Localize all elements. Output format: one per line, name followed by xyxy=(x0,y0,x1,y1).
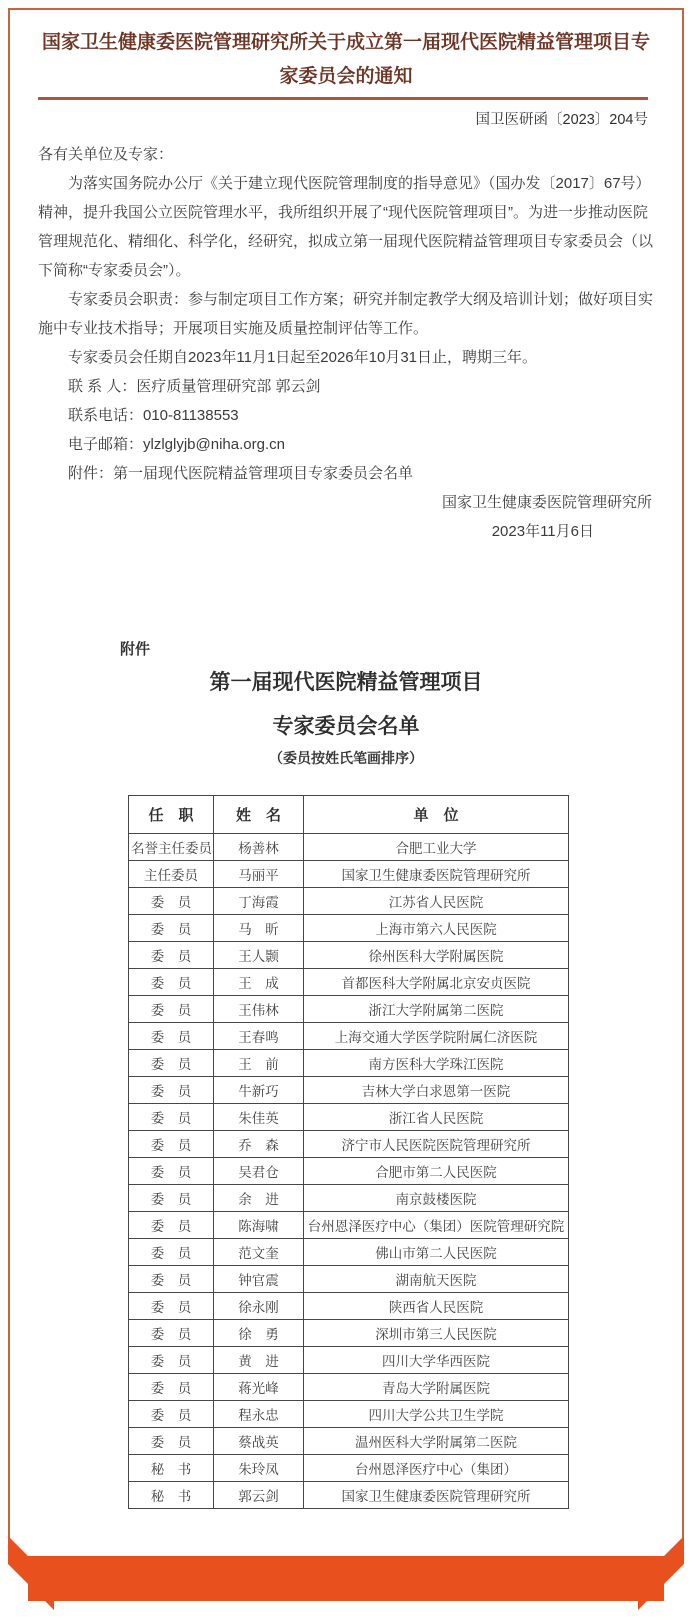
role-cell: 委 员 xyxy=(129,1293,214,1320)
header-cell-role: 任 职 xyxy=(129,796,214,834)
table-row xyxy=(129,1023,569,1050)
name-cell: 吴君仓 xyxy=(214,1158,304,1185)
table-row xyxy=(129,1374,569,1401)
org-cell: 台州恩泽医疗中心（集团） xyxy=(304,1455,569,1482)
org-cell: 南京鼓楼医院 xyxy=(304,1185,569,1212)
name-cell: 王人颢 xyxy=(214,942,304,969)
table-row xyxy=(129,996,569,1023)
role-cell: 委 员 xyxy=(129,1077,214,1104)
org-cell: 徐州医科大学附属医院 xyxy=(304,942,569,969)
role-cell: 委 员 xyxy=(129,1050,214,1077)
table-row xyxy=(129,1212,569,1239)
org-cell: 首都医科大学附属北京安贞医院 xyxy=(304,969,569,996)
table-row xyxy=(129,888,569,915)
name-cell: 朱玲凤 xyxy=(214,1455,304,1482)
name-cell: 徐永刚 xyxy=(214,1293,304,1320)
role-cell: 委 员 xyxy=(129,1374,214,1401)
role-cell: 委 员 xyxy=(129,1320,214,1347)
name-cell: 朱佳英 xyxy=(214,1104,304,1131)
contact-email-line: 电子邮箱：ylzlglyjb@niha.org.cn xyxy=(68,436,285,453)
title-divider xyxy=(38,97,648,100)
name-cell: 程永忠 xyxy=(214,1401,304,1428)
name-cell: 黄 进 xyxy=(214,1347,304,1374)
table-row xyxy=(129,1320,569,1347)
role-cell: 委 员 xyxy=(129,1185,214,1212)
role-cell: 名誉主任委员 xyxy=(129,834,214,861)
org-cell: 温州医科大学附属第二医院 xyxy=(304,1428,569,1455)
org-cell: 江苏省人民医院 xyxy=(304,888,569,915)
org-cell: 南方医科大学珠江医院 xyxy=(304,1050,569,1077)
table-row xyxy=(129,1482,569,1509)
attachment-title-line1: 第一届现代医院精益管理项目 xyxy=(209,670,483,694)
attachment-label: 附件 xyxy=(120,641,151,658)
attachment-subtitle: （委员按姓氏笔画排序） xyxy=(269,752,423,767)
table-row xyxy=(129,915,569,942)
org-cell: 合肥工业大学 xyxy=(304,834,569,861)
org-cell: 浙江省人民医院 xyxy=(304,1104,569,1131)
name-cell: 郭云剑 xyxy=(214,1482,304,1509)
committee-table-header xyxy=(129,796,569,834)
role-cell: 委 员 xyxy=(129,1212,214,1239)
role-cell: 委 员 xyxy=(129,1023,214,1050)
role-cell: 委 员 xyxy=(129,1239,214,1266)
org-cell: 青岛大学附属医院 xyxy=(304,1374,569,1401)
name-cell: 陈海啸 xyxy=(214,1212,304,1239)
table-row xyxy=(129,1401,569,1428)
name-cell: 王 成 xyxy=(214,969,304,996)
table-row xyxy=(129,1158,569,1185)
table-row xyxy=(129,1455,569,1482)
contact-person-line: 联 系 人：医疗质量管理研究部 郭云剑 xyxy=(68,378,321,395)
org-cell: 台州恩泽医疗中心（集团）医院管理研究院 xyxy=(304,1212,569,1239)
role-cell: 委 员 xyxy=(129,996,214,1023)
role-cell: 委 员 xyxy=(129,1104,214,1131)
name-cell: 王春鸣 xyxy=(214,1023,304,1050)
name-cell: 徐 勇 xyxy=(214,1320,304,1347)
table-row xyxy=(129,1239,569,1266)
org-cell: 湖南航天医院 xyxy=(304,1266,569,1293)
issuer-name: 国家卫生健康委医院管理研究所 xyxy=(441,494,652,511)
org-cell: 上海交通大学医学院附属仁济医院 xyxy=(304,1023,569,1050)
salutation: 各有关单位及专家： xyxy=(38,146,174,163)
name-cell: 蔡战英 xyxy=(214,1428,304,1455)
table-row xyxy=(129,861,569,888)
role-cell: 秘 书 xyxy=(129,1455,214,1482)
role-cell: 委 员 xyxy=(129,1401,214,1428)
table-row xyxy=(129,1428,569,1455)
table-row xyxy=(129,834,569,861)
org-cell: 国家卫生健康委医院管理研究所 xyxy=(304,861,569,888)
table-row xyxy=(129,1131,569,1158)
org-cell: 浙江大学附属第二医院 xyxy=(304,996,569,1023)
name-cell: 马丽平 xyxy=(214,861,304,888)
org-cell: 合肥市第二人民医院 xyxy=(304,1158,569,1185)
table-row xyxy=(129,1347,569,1374)
attachment-title-line2: 专家委员会名单 xyxy=(272,714,420,738)
role-cell: 主任委员 xyxy=(129,861,214,888)
name-cell: 牛新巧 xyxy=(214,1077,304,1104)
name-cell: 丁海霞 xyxy=(214,888,304,915)
table-row xyxy=(129,969,569,996)
name-cell: 蒋光峰 xyxy=(214,1374,304,1401)
role-cell: 委 员 xyxy=(129,1347,214,1374)
committee-table-body xyxy=(129,834,569,1509)
name-cell: 王 前 xyxy=(214,1050,304,1077)
table-row xyxy=(129,1077,569,1104)
name-cell: 杨善林 xyxy=(214,834,304,861)
attachment-title xyxy=(0,660,692,748)
table-row xyxy=(129,942,569,969)
role-cell: 委 员 xyxy=(129,1428,214,1455)
role-cell: 委 员 xyxy=(129,1266,214,1293)
name-cell: 钟官震 xyxy=(214,1266,304,1293)
table-row xyxy=(129,1266,569,1293)
doc-number: 国卫医研函〔2023〕204号 xyxy=(475,112,648,128)
org-cell: 佛山市第二人民医院 xyxy=(304,1239,569,1266)
role-cell: 秘 书 xyxy=(129,1482,214,1509)
header-cell-org: 单 位 xyxy=(304,796,569,834)
table-row xyxy=(129,1185,569,1212)
body-paragraph: 专家委员会职责：参与制定项目工作方案；研究并制定教学大纲及培训计划；做好项目实施中专业技术指导；开展项目实施及质量控制评估等工作。 xyxy=(38,291,654,337)
attachment-ref: 附件：第一届现代医院精益管理项目专家委员会名单 xyxy=(68,465,414,482)
issue-date: 2023年11月6日 xyxy=(491,523,594,540)
name-cell: 乔 森 xyxy=(214,1131,304,1158)
org-cell: 四川大学华西医院 xyxy=(304,1347,569,1374)
name-cell: 王伟林 xyxy=(214,996,304,1023)
table-row xyxy=(129,1293,569,1320)
body-paragraph: 专家委员会任期自2023年11月1日起至2026年10月31日止，聘期三年。 xyxy=(68,349,538,366)
table-row xyxy=(129,1050,569,1077)
org-cell: 上海市第六人民医院 xyxy=(304,915,569,942)
notice-title: 国家卫生健康委医院管理研究所关于成立第一届现代医院精益管理项目专家委员会的通知 xyxy=(41,32,650,87)
ribbon-band xyxy=(28,1556,664,1601)
role-cell: 委 员 xyxy=(129,969,214,996)
header-cell-name: 姓 名 xyxy=(214,796,304,834)
committee-table xyxy=(128,795,569,1509)
name-cell: 余 进 xyxy=(214,1185,304,1212)
role-cell: 委 员 xyxy=(129,915,214,942)
org-cell: 四川大学公共卫生学院 xyxy=(304,1401,569,1428)
footer-ribbon xyxy=(0,1520,692,1621)
body-paragraph: 为落实国务院办公厅《关于建立现代医院管理制度的指导意见》（国办发〔2017〕67号）精神，提升我国公立医院管理水平，我所组织开展了“现代医院管理项目”。为进一步推动医院管理规范化、精细化、科学化，经研究，拟成立第一届现代医院精益管理项目专家委员会（以下简称“专家委员会”）。 xyxy=(38,175,654,279)
contact-phone-line: 联系电话：010-81138553 xyxy=(68,407,239,424)
org-cell: 深圳市第三人民医院 xyxy=(304,1320,569,1347)
org-cell: 济宁市人民医院医院管理研究所 xyxy=(304,1131,569,1158)
org-cell: 吉林大学白求恩第一医院 xyxy=(304,1077,569,1104)
role-cell: 委 员 xyxy=(129,1131,214,1158)
name-cell: 马 昕 xyxy=(214,915,304,942)
org-cell: 国家卫生健康委医院管理研究所 xyxy=(304,1482,569,1509)
name-cell: 范文奎 xyxy=(214,1239,304,1266)
notice-body xyxy=(38,140,656,546)
role-cell: 委 员 xyxy=(129,888,214,915)
role-cell: 委 员 xyxy=(129,1158,214,1185)
role-cell: 委 员 xyxy=(129,942,214,969)
table-row xyxy=(129,1104,569,1131)
org-cell: 陕西省人民医院 xyxy=(304,1293,569,1320)
